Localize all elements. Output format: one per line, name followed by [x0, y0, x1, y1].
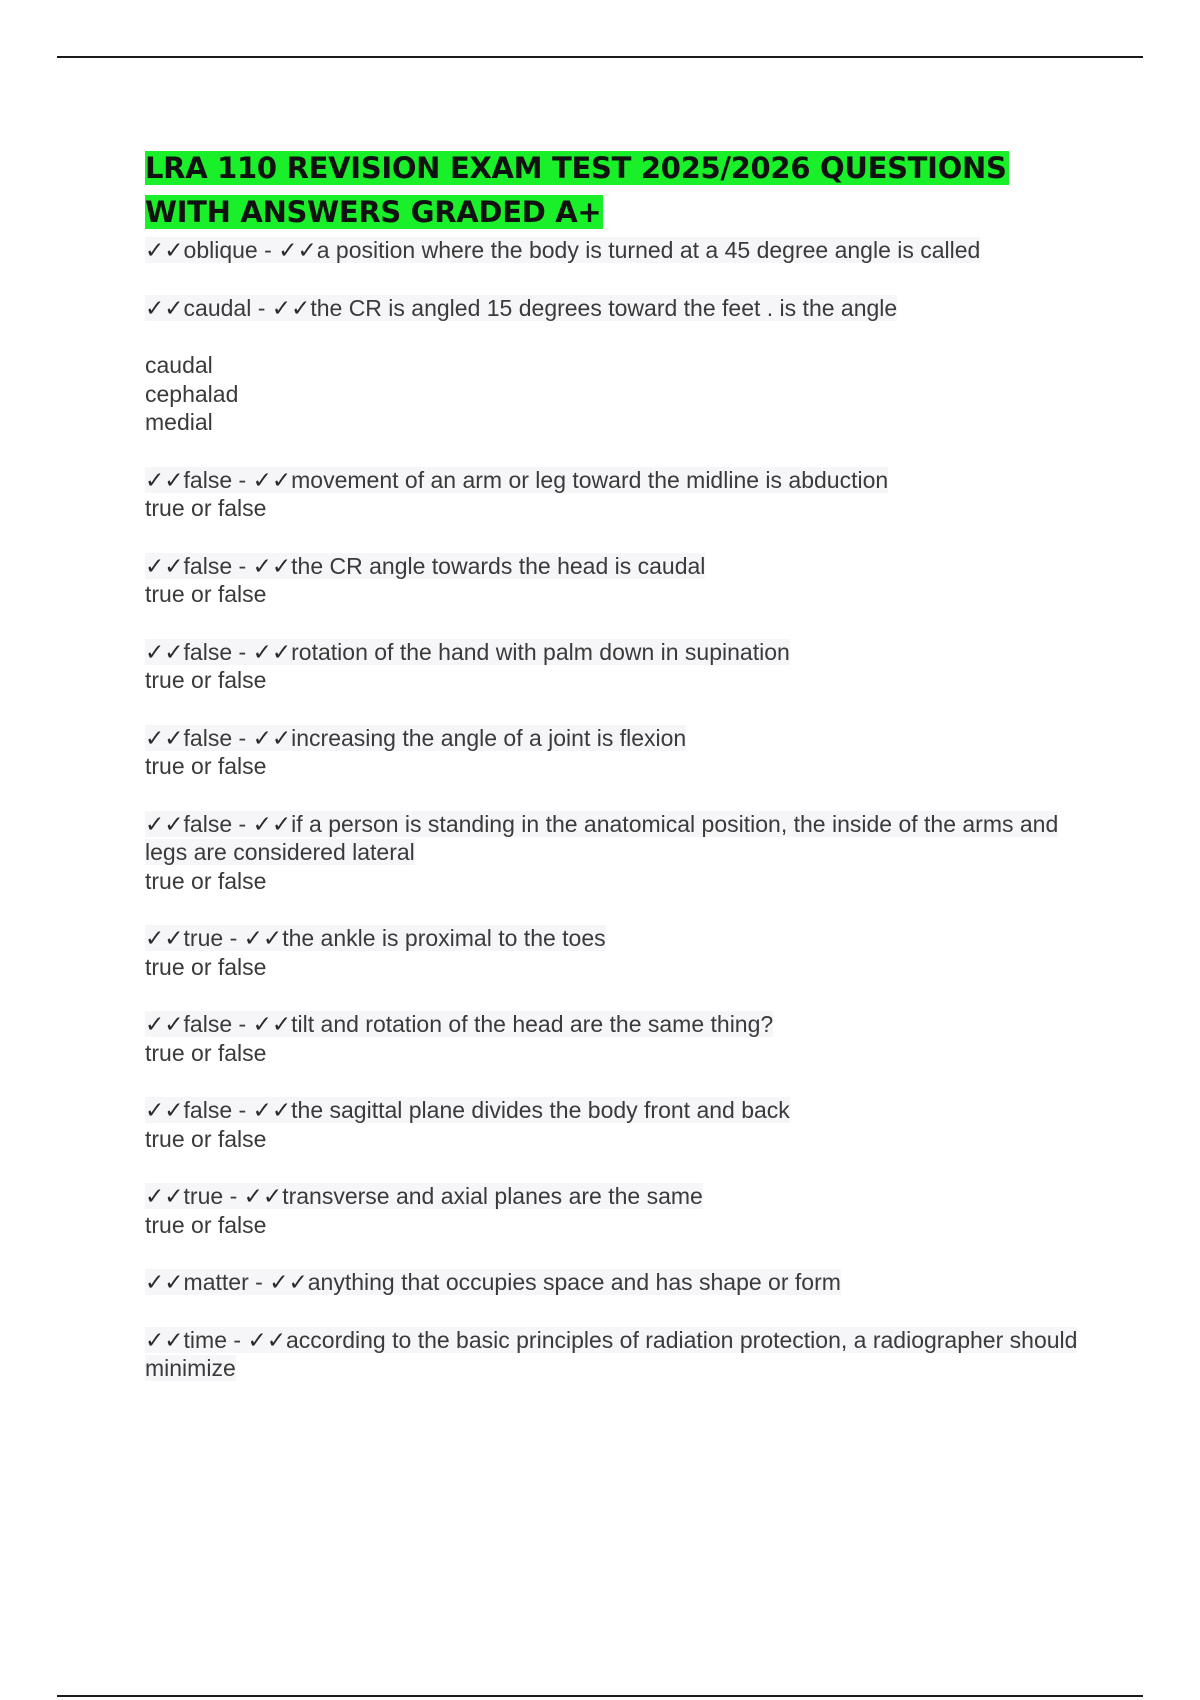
true-false-prompt: true or false: [145, 581, 267, 607]
answer-text: false: [183, 1011, 233, 1037]
qa-line: ✓✓true - ✓✓transverse and axial planes are the same: [145, 1183, 703, 1209]
qa-entry: [145, 294, 1085, 323]
answer-text: caudal: [183, 294, 252, 321]
question-text: the sagittal plane divides the body front and back: [291, 1097, 790, 1123]
answer-text: false: [183, 1097, 233, 1123]
double-check-icon: ✓✓: [278, 237, 317, 263]
answer-options: [145, 351, 1085, 437]
qa-entry: [145, 1010, 1085, 1067]
qa-entry: [145, 924, 1085, 981]
true-false-prompt: true or false: [145, 1039, 267, 1066]
question-text: anything that occupies space and has shape or form: [307, 1269, 841, 1295]
double-check-icon: ✓✓: [252, 810, 292, 837]
double-check-icon: ✓✓: [145, 294, 184, 321]
document-body: [145, 146, 1085, 1412]
double-check-icon: ✓✓: [145, 810, 184, 837]
option-item: medial: [145, 409, 213, 435]
answer-text: oblique: [183, 237, 258, 263]
qa-line: ✓✓true - ✓✓the ankle is proximal to the toes: [145, 925, 606, 951]
double-check-icon: ✓✓: [252, 1097, 292, 1123]
double-check-icon: ✓✓: [243, 925, 283, 951]
question-text: according to the basic principles of radiation protection, a radiographer should minimize: [145, 1326, 1078, 1381]
question-text: if a person is standing in the anatomical position, the inside of the arms and legs are considered lateral: [145, 810, 1059, 865]
double-check-icon: ✓✓: [145, 552, 184, 579]
qa-line: ✓✓false - ✓✓rotation of the hand with palm down in supination: [145, 638, 790, 665]
document-title: [145, 146, 1085, 234]
qa-line: ✓✓false - ✓✓if a person is standing in the anatomical position, the inside of the arms and legs are considered lateral: [145, 810, 1059, 865]
double-check-icon: ✓✓: [247, 1326, 286, 1353]
double-check-icon: ✓✓: [145, 466, 184, 493]
answer-text: false: [183, 724, 233, 751]
double-check-icon: ✓✓: [145, 638, 184, 665]
qa-entry: [145, 236, 1085, 265]
qa-list: [145, 236, 1085, 1383]
option-item: caudal: [145, 352, 213, 378]
double-check-icon: ✓✓: [252, 466, 292, 493]
double-check-icon: ✓✓: [145, 1097, 184, 1123]
question-text: tilt and rotation of the head are the same thing?: [291, 1011, 774, 1037]
double-check-icon: ✓✓: [252, 552, 292, 579]
answer-text: false: [183, 810, 233, 837]
qa-entry: [145, 1268, 1085, 1297]
bottom-rule: [57, 1695, 1143, 1697]
qa-entry: [145, 552, 1085, 609]
answer-text: matter: [183, 1269, 249, 1295]
qa-line: ✓✓false - ✓✓movement of an arm or leg toward the midline is abduction: [145, 466, 889, 493]
answer-text: false: [183, 638, 233, 665]
true-false-prompt: true or false: [145, 867, 267, 894]
qa-line: ✓✓time - ✓✓according to the basic principles of radiation protection, a radiographer should minimize: [145, 1326, 1078, 1381]
question-text: increasing the angle of a joint is flexion: [291, 724, 687, 751]
double-check-icon: ✓✓: [145, 724, 184, 751]
qa-entry: [145, 1182, 1085, 1239]
answer-text: time: [183, 1326, 227, 1353]
double-check-icon: ✓✓: [145, 1269, 184, 1295]
qa-line: ✓✓matter - ✓✓anything that occupies space and has shape or form: [145, 1269, 841, 1295]
double-check-icon: ✓✓: [145, 1183, 184, 1209]
qa-entry: [145, 724, 1085, 781]
double-check-icon: ✓✓: [145, 1326, 184, 1353]
double-check-icon: ✓✓: [252, 1011, 292, 1037]
double-check-icon: ✓✓: [145, 925, 184, 951]
qa-line: ✓✓caudal - ✓✓the CR is angled 15 degrees toward the feet . is the angle: [145, 294, 898, 321]
answer-text: true: [183, 1183, 224, 1209]
double-check-icon: ✓✓: [252, 638, 292, 665]
question-text: rotation of the hand with palm down in supination: [291, 638, 790, 665]
qa-entry: [145, 1326, 1085, 1383]
question-text: the CR angle towards the head is caudal: [291, 552, 706, 579]
question-text: transverse and axial planes are the same: [282, 1183, 703, 1209]
qa-entry: [145, 810, 1085, 896]
double-check-icon: ✓✓: [271, 294, 311, 321]
answer-text: true: [183, 925, 224, 951]
top-rule: [57, 56, 1143, 58]
true-false-prompt: true or false: [145, 667, 267, 693]
double-check-icon: ✓✓: [145, 237, 184, 263]
question-text: the CR is angled 15 degrees toward the feet . is the angle: [310, 294, 898, 321]
qa-entry: [145, 638, 1085, 695]
option-item: cephalad: [145, 380, 239, 407]
true-false-prompt: true or false: [145, 495, 267, 521]
title-highlight: LRA 110 REVISION EXAM TEST 2025/2026 QUESTIONS WITH ANSWERS GRADED A+: [145, 151, 1007, 229]
true-false-prompt: true or false: [145, 953, 267, 980]
double-check-icon: ✓✓: [269, 1269, 308, 1295]
true-false-prompt: true or false: [145, 1211, 267, 1238]
qa-line: ✓✓oblique - ✓✓a position where the body is turned at a 45 degree angle is called: [145, 237, 981, 263]
qa-line: ✓✓false - ✓✓increasing the angle of a joint is flexion: [145, 724, 687, 751]
qa-entry: [145, 466, 1085, 523]
true-false-prompt: true or false: [145, 1125, 267, 1152]
qa-line: ✓✓false - ✓✓tilt and rotation of the head are the same thing?: [145, 1011, 774, 1037]
double-check-icon: ✓✓: [252, 724, 292, 751]
answer-text: false: [183, 552, 233, 579]
double-check-icon: ✓✓: [243, 1183, 283, 1209]
true-false-prompt: true or false: [145, 753, 267, 779]
double-check-icon: ✓✓: [145, 1011, 184, 1037]
question-text: the ankle is proximal to the toes: [282, 925, 606, 951]
qa-entry: [145, 1096, 1085, 1153]
qa-line: ✓✓false - ✓✓the sagittal plane divides the body front and back: [145, 1097, 790, 1123]
qa-line: ✓✓false - ✓✓the CR angle towards the head is caudal: [145, 552, 706, 579]
question-text: movement of an arm or leg toward the midline is abduction: [291, 466, 889, 493]
answer-text: false: [183, 466, 233, 493]
question-text: a position where the body is turned at a 45 degree angle is called: [316, 237, 981, 263]
